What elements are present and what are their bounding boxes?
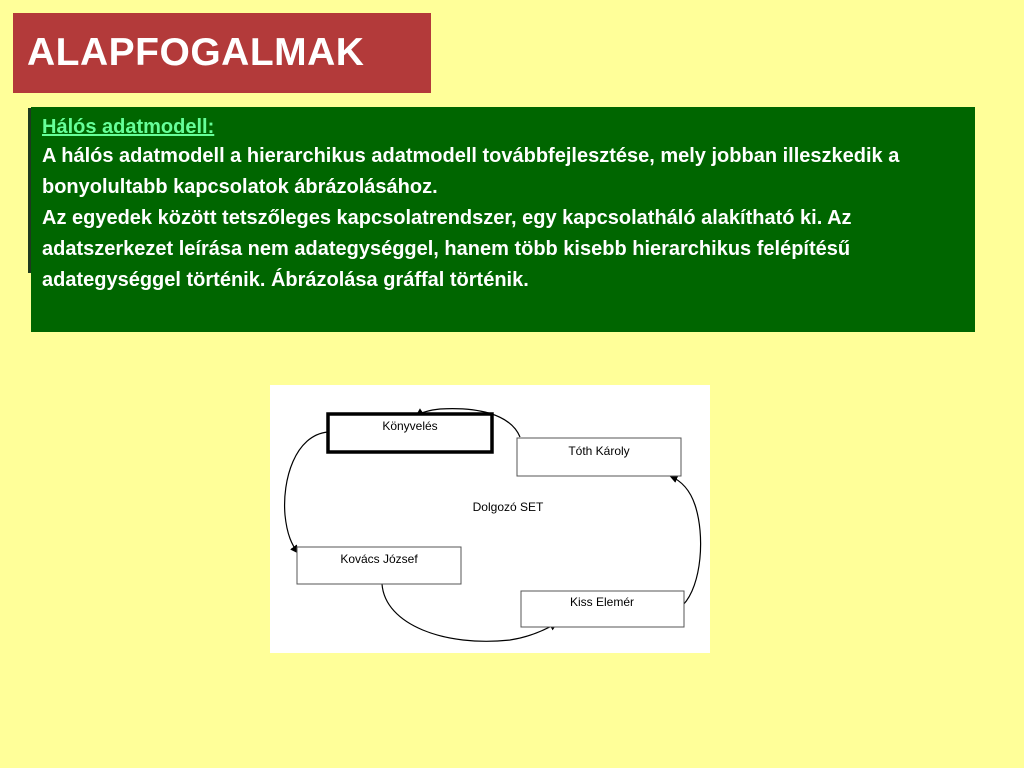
arrow-konyveles-to-kovacs — [285, 432, 328, 553]
slide-title-box — [13, 13, 431, 93]
content-box — [31, 107, 975, 332]
network-model-diagram — [270, 385, 710, 653]
content-paragraph-2: Az egyedek között tetszőleges kapcsolatrendszer, egy kapcsolatháló alakítható ki. Az adatszerkezet leírása nem adategységgel, hanem több kisebb hierarchikus felépítésű adategységgel történik. Ábrázolása gráffal történik. — [42, 207, 852, 291]
diagram-center-label: Dolgozó SET — [472, 500, 544, 514]
node-konyveles-label: Könyvelés — [382, 419, 438, 433]
arrow-kiss-to-toth — [670, 476, 701, 605]
node-kovacs-jozsef-label: Kovács József — [340, 552, 418, 566]
node-kovacs-jozsef — [297, 547, 461, 584]
node-toth-karoly-label: Tóth Károly — [568, 444, 630, 458]
node-konyveles — [328, 414, 492, 452]
node-toth-karoly — [517, 438, 681, 476]
node-kiss-elemer-label: Kiss Elemér — [569, 595, 635, 609]
diagram-svg — [270, 385, 710, 653]
slide-title: ALAPFOGALMAK — [27, 31, 365, 74]
content-paragraph-1: A hálós adatmodell a hierarchikus adatmodell továbbfejlesztése, mely jobban illeszkedik a bonyolultabb kapcsolatok ábrázolásához. — [42, 145, 900, 198]
node-kiss-elemer — [521, 591, 684, 627]
content-heading: Hálós adatmodell: — [42, 116, 215, 138]
